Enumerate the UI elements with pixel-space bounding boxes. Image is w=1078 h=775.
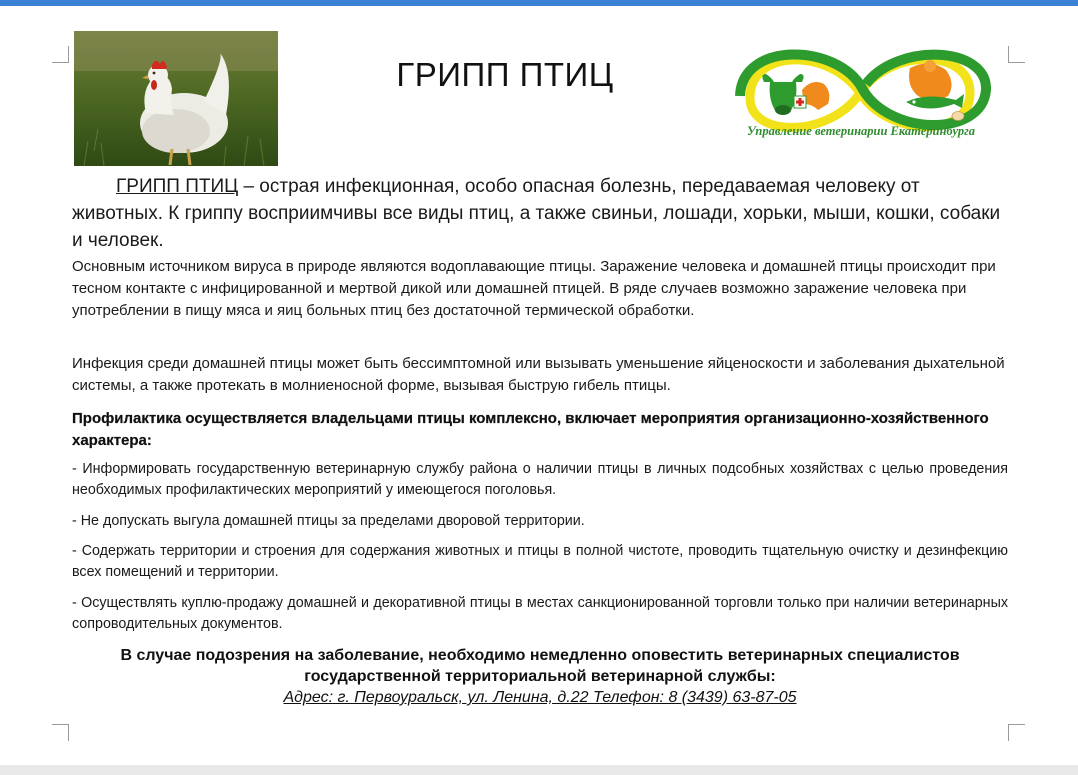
logo-caption: Управление ветеринарии Екатеринбурга [747, 124, 975, 138]
intro-paragraph [72, 173, 1007, 254]
measure-item-trade: - Осуществлять куплю-продажу домашней и декоративной птицы в местах санкционированной торговли только при наличии ветеринарных сопроводительных документов. [72, 595, 1008, 632]
hen-photo [74, 31, 278, 166]
veterinary-logo [720, 38, 1000, 153]
paragraph-prevention [72, 408, 1008, 452]
prevention-text: Профилактика осуществляется владельцами птицы комплексно, включает мероприятия организационно-хозяйственного характера: [72, 410, 989, 449]
footer-notice: В случае подозрения на заболевание, необходимо немедленно оповестить ветеринарных специалистов государственной территориальной ветеринарной службы: [120, 647, 960, 685]
paragraph-virus-sources: Основным источником вируса в природе являются водоплавающие птицы. Заражение человека и домашней птицы происходит при тесном контакте с инфицированной и мертвой дикой или домашней птицей. В ряде случаев возможно заражение человека при употреблении в пищу мяса и яиц больных птиц без достаточной термической обработки. [72, 258, 996, 319]
page-corner-mark-top-left [52, 46, 69, 63]
bottom-bar [0, 765, 1078, 775]
contact-address: Адрес: г. Первоуральск, ул. Ленина, д.22 Телефон: 8 (3439) 63-87-05 [283, 689, 797, 706]
measure-item-no-free-range: - Не допускать выгула домашней птицы за пределами дворовой территории. [72, 513, 585, 529]
paragraph-infection: Инфекция среди домашней птицы может быть бессимптомной или вызывать уменьшение яйценоскости и заболевания дыхательной системы, а также протекать в молниеносной форме, вызывая быструю гибель птицы. [72, 355, 1005, 394]
intro-term: ГРИПП ПТИЦ [116, 176, 239, 197]
top-accent-bar [0, 0, 1078, 6]
measure-item-inform: - Информировать государственную ветеринарную службу района о наличии птицы в личных подсобных хозяйствах с целью проведения необходимых профилактических мероприятий у имеющегося поголовья. [72, 461, 1008, 498]
page-corner-mark-bottom-left [52, 724, 69, 741]
page-title: ГРИПП ПТИЦ [396, 56, 614, 93]
page-corner-mark-bottom-right [1008, 724, 1025, 741]
measure-item-cleanliness: - Содержать территории и строения для содержания животных и птицы в полной чистоте, проводить тщательную очистку и дезинфекцию всех помещений и территории. [72, 543, 1008, 580]
intro-text: – острая инфекционная, особо опасная болезнь, передаваемая человеку от животных. К гриппу восприимчивы все виды птиц, а также свиньи, лошади, хорьки, мыши, кошки, собаки и человек. [72, 176, 1001, 251]
page-corner-mark-top-right [1008, 46, 1025, 63]
